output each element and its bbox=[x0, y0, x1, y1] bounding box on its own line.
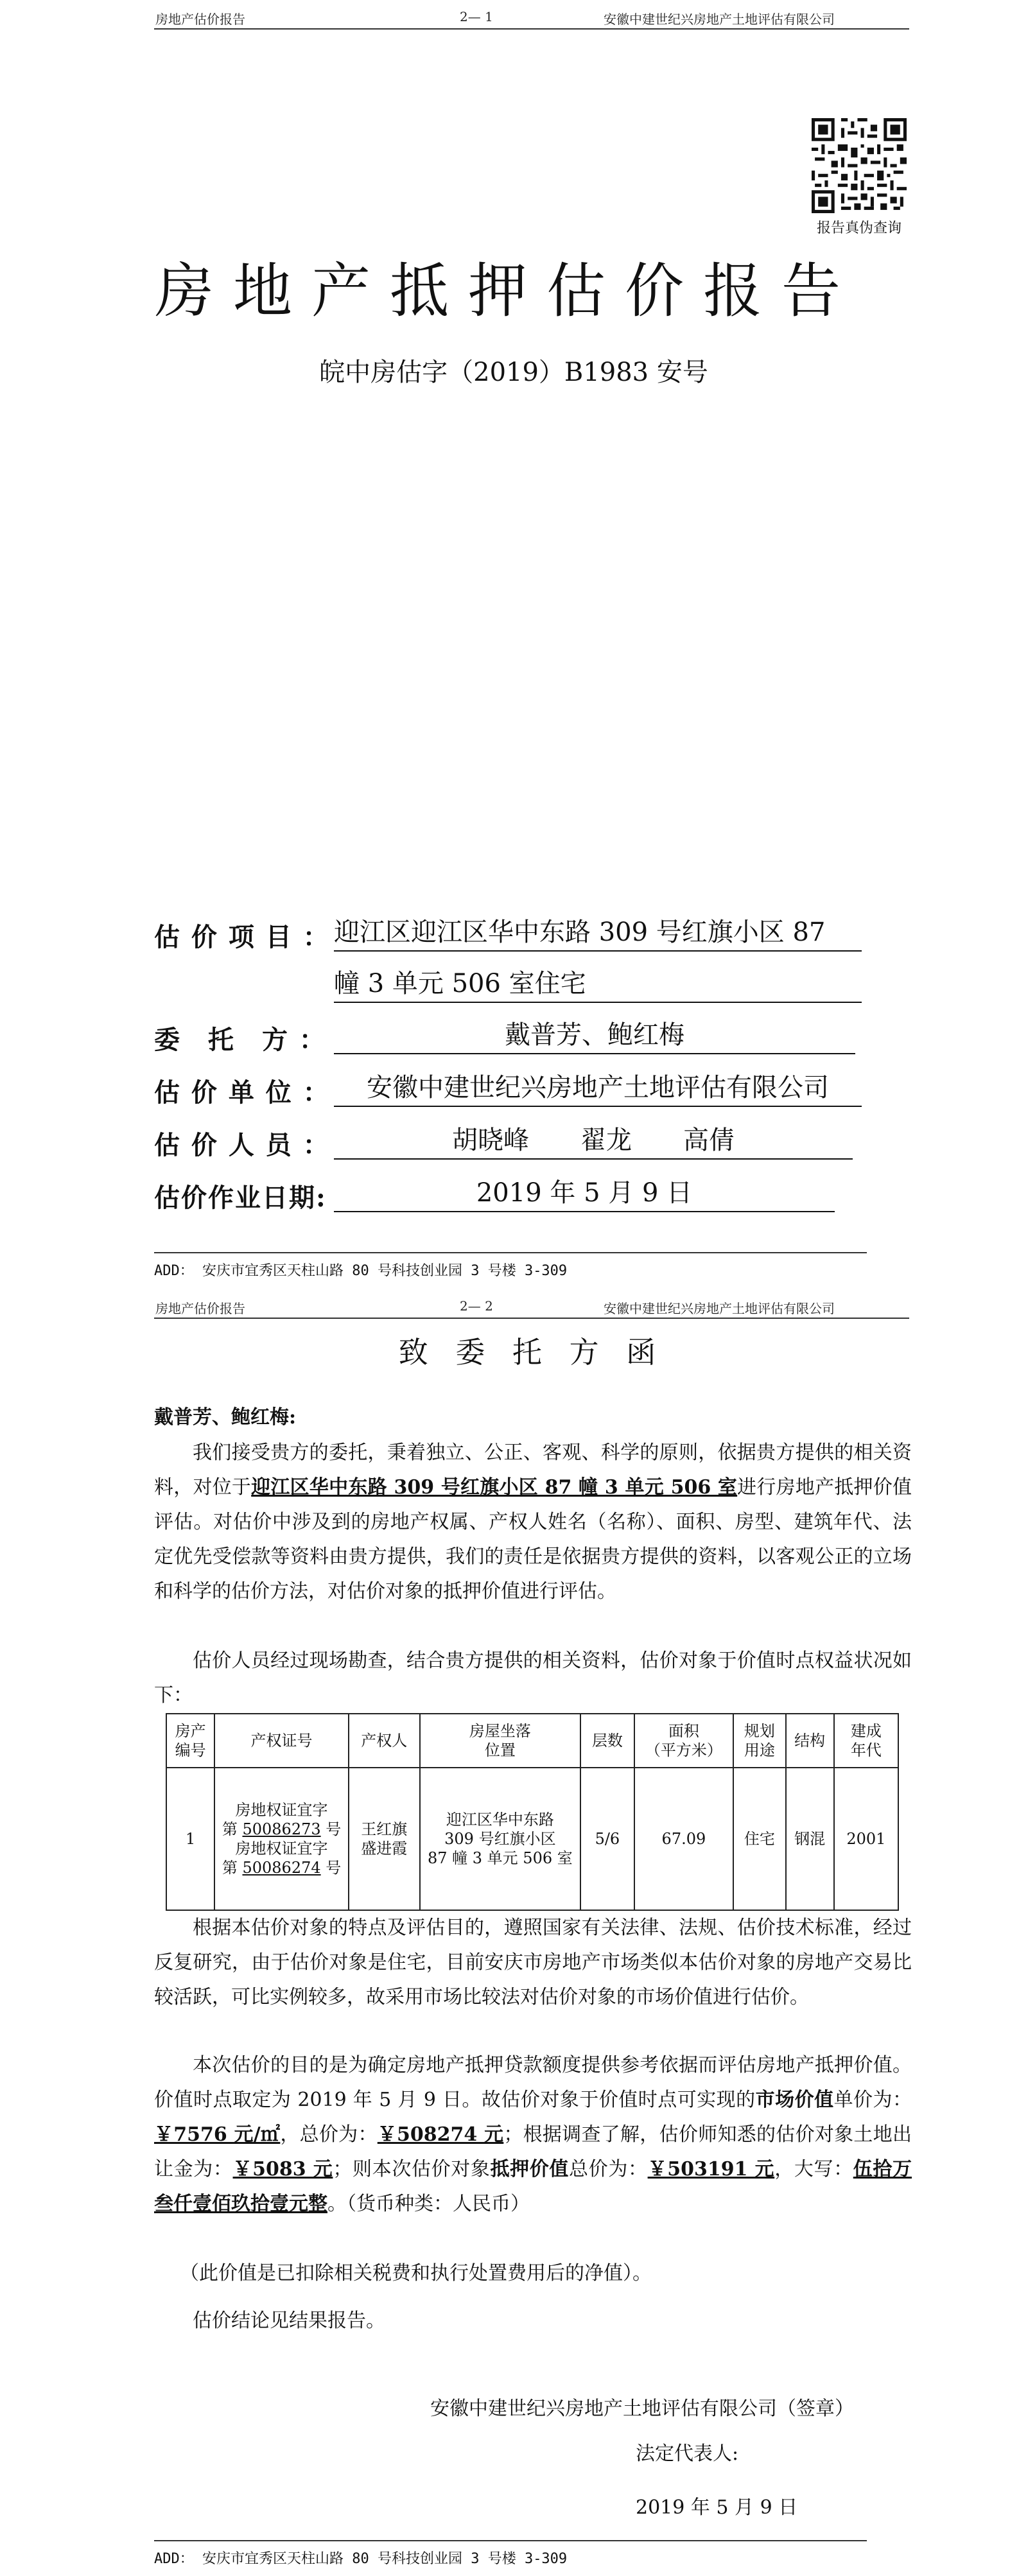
cell-area: 67.09 bbox=[634, 1768, 734, 1910]
unit-value: 安徽中建世纪兴房地产土地评估有限公司 bbox=[334, 1070, 862, 1107]
signature-company: 安徽中建世纪兴房地产土地评估有限公司（签章） bbox=[430, 2398, 854, 2420]
client-label: 委 托 方 ： bbox=[154, 1025, 326, 1055]
paragraph-4-text-d: ；根据调查了解，估价师知悉的估价对象土地出让金为： bbox=[154, 2123, 912, 2180]
report-number: 皖中房估字（2019）B1983 安号 bbox=[319, 358, 708, 387]
col-header-structure: 结构 bbox=[786, 1714, 834, 1768]
staff-value: 胡晓峰 翟龙 高倩 bbox=[334, 1122, 853, 1160]
project-label: 估 价 项 目 ： bbox=[154, 922, 330, 952]
property-rights-table bbox=[166, 1713, 899, 1911]
page1-header-left: 房地产估价报告 bbox=[155, 12, 245, 27]
cell-floors: 5/6 bbox=[580, 1768, 634, 1910]
qr-caption: 报告真伪查询 bbox=[816, 220, 901, 236]
page2-header-rule bbox=[154, 1318, 909, 1319]
staff-label: 估 价 人 员 ： bbox=[154, 1130, 330, 1160]
property-address: 迎江区华中东路 309 号红旗小区 87 幢 3 单元 506 室 bbox=[251, 1476, 738, 1499]
table-row bbox=[166, 1768, 898, 1910]
paragraph-4-text-g: ，大写： bbox=[774, 2158, 853, 2180]
page2-header-right: 安徽中建世纪兴房地产土地评估有限公司 bbox=[604, 1301, 835, 1316]
cell-cert bbox=[214, 1768, 349, 1910]
cert-2-suffix: 号 bbox=[320, 1820, 342, 1838]
cell-year: 2001 bbox=[834, 1768, 898, 1910]
land-fee: ￥5083 元 bbox=[232, 2158, 333, 2180]
paragraph-4-text-h: 。（货币种类：人民币） bbox=[327, 2193, 530, 2215]
col-header-area: 面积 （平方米） bbox=[634, 1714, 734, 1768]
col-header-owner: 产权人 bbox=[349, 1714, 420, 1768]
project-value-line1: 迎江区迎江区华中东路 309 号红旗小区 87 bbox=[334, 914, 862, 952]
letter-paragraph-1 bbox=[154, 1436, 912, 1609]
letter-paragraph-3: 根据本估价对象的特点及评估目的，遵照国家有关法律、法规、估价技术标准，经过反复研究，由于估价对象是住宅，目前安庆市房地产市场类似本估价对象的房地产交易比较活跃，可比实例较多，故采用市场比较法对估价对象的市场价值进行估价。 bbox=[154, 1917, 912, 2008]
cell-no: 1 bbox=[166, 1768, 214, 1910]
letter-paragraph-4 bbox=[154, 2048, 912, 2222]
cell-owner: 王红旗 盛进霞 bbox=[349, 1768, 420, 1910]
col-header-location: 房屋坐落 位置 bbox=[420, 1714, 581, 1768]
cert-2-number: 50086273 bbox=[242, 1820, 321, 1838]
page1-footer-address: ADD： 安庆市宜秀区天柱山路 80 号科技创业园 3 号楼 3-309 bbox=[154, 1263, 568, 1279]
page1-header-right: 安徽中建世纪兴房地产土地评估有限公司 bbox=[604, 12, 835, 27]
paragraph-4-text-f: 总价为： bbox=[569, 2158, 648, 2180]
date-label: 估价作业日期: bbox=[154, 1183, 327, 1213]
market-value-term: 市场价值 bbox=[755, 2089, 834, 2111]
cert-4-number: 50086274 bbox=[242, 1859, 321, 1877]
mortgage-total: ￥503191 元 bbox=[647, 2158, 775, 2180]
signature-date: 2019 年 5 月 9 日 bbox=[636, 2496, 798, 2519]
col-header-floors: 层数 bbox=[580, 1714, 634, 1768]
total-price: ￥508274 元 bbox=[377, 2123, 504, 2146]
qr-code bbox=[812, 118, 907, 213]
col-header-cert: 产权证号 bbox=[214, 1714, 349, 1768]
letter-title: 致 委 托 方 函 bbox=[398, 1335, 665, 1370]
letter-salutation: 戴普芳、鲍红梅: bbox=[154, 1406, 297, 1429]
letter-paragraph-5: （此价值是已扣除相关税费和执行处置费用后的净值）。 bbox=[180, 2262, 652, 2284]
unit-label: 估 价 单 位 ： bbox=[154, 1077, 330, 1108]
letter-paragraph-6: 估价结论见结果报告。 bbox=[193, 2310, 385, 2332]
page2-footer-rule bbox=[154, 2540, 867, 2541]
cell-use: 住宅 bbox=[733, 1768, 785, 1910]
col-header-no: 房产 编号 bbox=[166, 1714, 214, 1768]
cert-line-4 bbox=[216, 1858, 347, 1877]
cell-structure: 钢混 bbox=[786, 1768, 834, 1910]
letter-paragraph-2: 估价人员经过现场勘查，结合贵方提供的相关资料，估价对象于价值时点权益状况如下： bbox=[154, 1649, 912, 1707]
page2-header-page-number: 2— 2 bbox=[460, 1298, 493, 1314]
page1-header-page-number: 2— 1 bbox=[460, 9, 493, 24]
paragraph-1-text-a: 我们接受贵方的委托，秉着独立、公正、客观、科学的原则，依据贵方提供的相关资料，对位于 bbox=[154, 1441, 912, 1499]
paragraph-1-text-b: 进行房地产抵押价值评估。对估价中涉及到的房地产权属、产权人姓名（名称）、面积、房型、建筑年代、法定优先受偿款等资料由贵方提供，我们的责任是依据贵方提供的资料，以客观公正的立场和科学的估价方法，对估价对象的抵押价值进行评估。 bbox=[154, 1476, 912, 1603]
client-value: 戴普芳、鲍红梅 bbox=[334, 1017, 855, 1054]
page2-header-left: 房地产估价报告 bbox=[155, 1301, 245, 1316]
report-title: 房地产抵押估价报告 bbox=[154, 257, 860, 326]
paragraph-4-text-c: ，总价为： bbox=[280, 2123, 378, 2146]
col-header-use: 规划 用途 bbox=[733, 1714, 785, 1768]
signature-legal-rep: 法定代表人: bbox=[636, 2442, 739, 2465]
project-value-line2: 幢 3 单元 506 室住宅 bbox=[334, 966, 862, 1003]
col-header-year: 建成 年代 bbox=[834, 1714, 898, 1768]
page2-footer-address: ADD： 安庆市宜秀区天柱山路 80 号科技创业园 3 号楼 3-309 bbox=[154, 2551, 568, 2567]
cert-line-2 bbox=[216, 1820, 347, 1839]
cell-location: 迎江区华中东路 309 号红旗小区 87 幢 3 单元 506 室 bbox=[420, 1768, 581, 1910]
cert-line-3: 房地权证宜字 bbox=[235, 1840, 328, 1858]
date-value: 2019 年 5 月 9 日 bbox=[334, 1175, 835, 1212]
cert-4-prefix: 第 bbox=[222, 1859, 243, 1877]
cert-line-1: 房地权证宜字 bbox=[235, 1801, 328, 1819]
paragraph-4-text-a: 本次估价的目的是为确定房地产抵押贷款额度提供参考依据而评估房地产抵押价值。价值时点取定为 2019 年 5 月 9 日。故估价对象于价值时点可实现的 bbox=[154, 2054, 912, 2111]
cert-2-prefix: 第 bbox=[222, 1820, 243, 1838]
table-header-row bbox=[166, 1714, 898, 1768]
qr-code-graphic bbox=[812, 118, 907, 213]
page1-footer-rule bbox=[154, 1252, 867, 1253]
amount-in-words: 伍拾万叁仟壹佰玖拾壹元整 bbox=[154, 2158, 912, 2215]
mortgage-value-term: 抵押价值 bbox=[490, 2158, 570, 2180]
paragraph-4-text-e: ；则本次估价对象 bbox=[333, 2158, 491, 2180]
paragraph-4-text-b: 单价为： bbox=[833, 2089, 912, 2111]
unit-price: ￥7576 元/㎡ bbox=[154, 2123, 281, 2146]
page1-header-rule bbox=[154, 28, 909, 30]
cert-4-suffix: 号 bbox=[320, 1859, 342, 1877]
